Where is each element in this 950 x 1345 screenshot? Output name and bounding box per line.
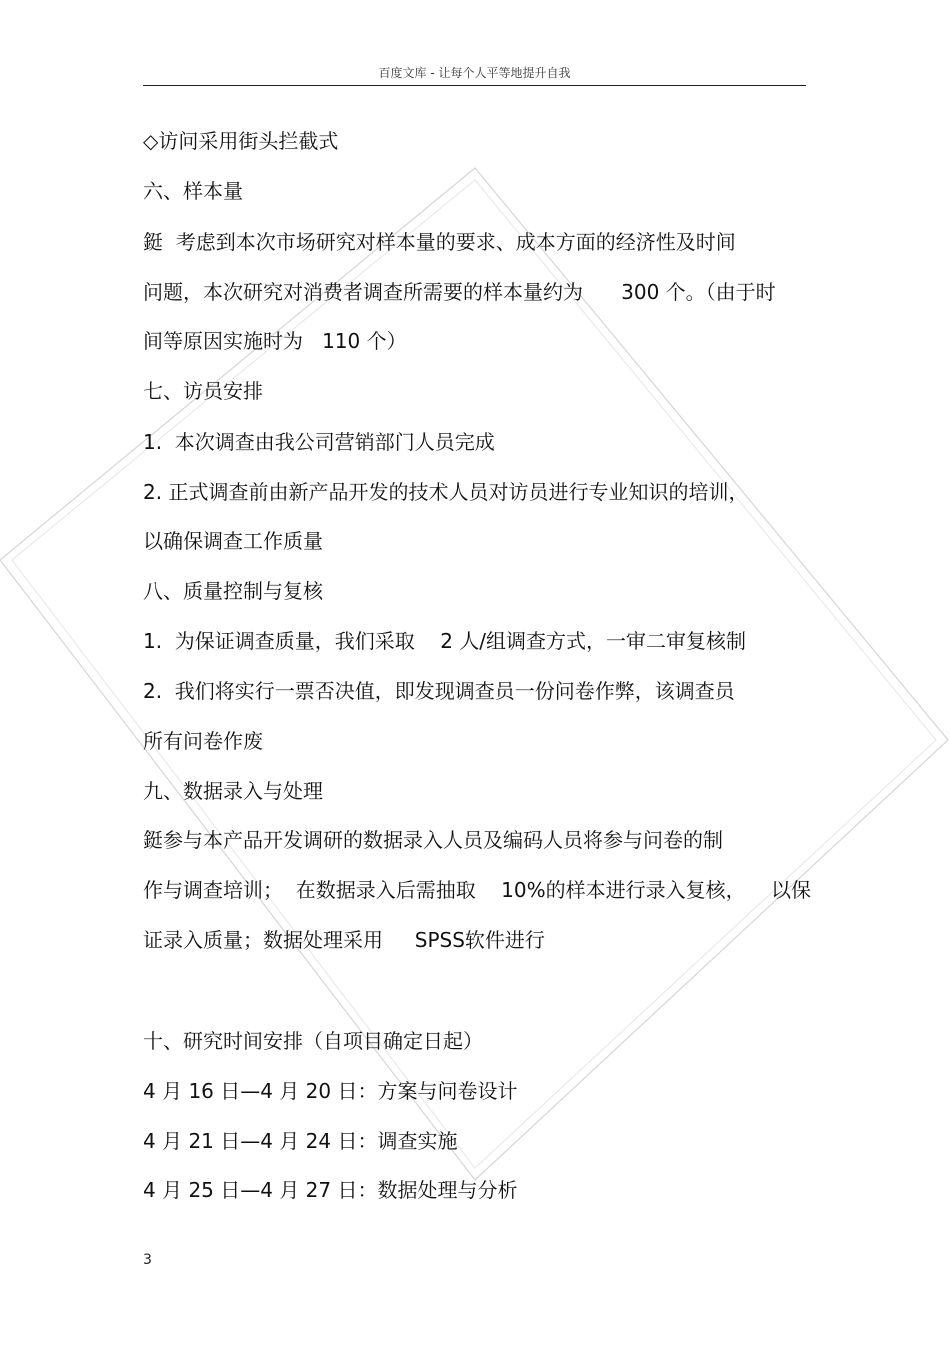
header-divider bbox=[143, 85, 806, 86]
body-line: 间等原因实施时为 110 个） bbox=[143, 329, 407, 353]
section-heading-quality: 八、质量控制与复核 bbox=[143, 579, 323, 603]
body-line: 问题，本次研究对消费者调查所需要的样本量约为 300 个。（由于时 bbox=[143, 280, 776, 304]
page-header: 百度文库 - 让每个人平等地提升自我 bbox=[378, 66, 571, 80]
body-line: 作与调查培训； 在数据录入后需抽取 10%的样本进行录入复核， 以保 bbox=[143, 878, 812, 902]
body-line: 鋌参与本产品开发调研的数据录入人员及编码人员将参与问卷的制 bbox=[143, 828, 723, 852]
section-heading-interviewer: 七、访员安排 bbox=[143, 379, 263, 403]
body-line: 1. 为保证调查质量，我们采取 2 人/组调查方式，一审二审复核制 bbox=[143, 629, 747, 653]
section-heading-sample-size: 六、样本量 bbox=[143, 179, 243, 203]
body-line: 2. 正式调查前由新产品开发的技术人员对访员进行专业知识的培训， bbox=[143, 480, 749, 504]
page-number: 3 bbox=[143, 1252, 152, 1268]
body-line: 1. 本次调查由我公司营销部门人员完成 bbox=[143, 430, 495, 454]
section-heading-data-entry: 九、数据录入与处理 bbox=[143, 779, 323, 803]
schedule-item: 4 月 25 日—4 月 27 日：数据处理与分析 bbox=[143, 1178, 518, 1202]
body-line: 鋌 考虑到本次市场研究对样本量的要求、成本方面的经济性及时间 bbox=[143, 230, 736, 254]
schedule-item: 4 月 16 日—4 月 20 日：方案与问卷设计 bbox=[143, 1079, 518, 1103]
schedule-item: 4 月 21 日—4 月 24 日：调查实施 bbox=[143, 1129, 458, 1153]
body-line: ◇访问采用街头拦截式 bbox=[143, 129, 339, 153]
body-line: 所有问卷作废 bbox=[143, 729, 263, 753]
body-line: 2. 我们将实行一票否决值，即发现调查员一份问卷作弊，该调查员 bbox=[143, 679, 735, 703]
body-line: 证录入质量；数据处理采用 SPSS软件进行 bbox=[143, 928, 545, 952]
body-line: 以确保调查工作质量 bbox=[143, 529, 323, 553]
section-heading-schedule: 十、研究时间安排（自项目确定日起） bbox=[143, 1029, 483, 1053]
